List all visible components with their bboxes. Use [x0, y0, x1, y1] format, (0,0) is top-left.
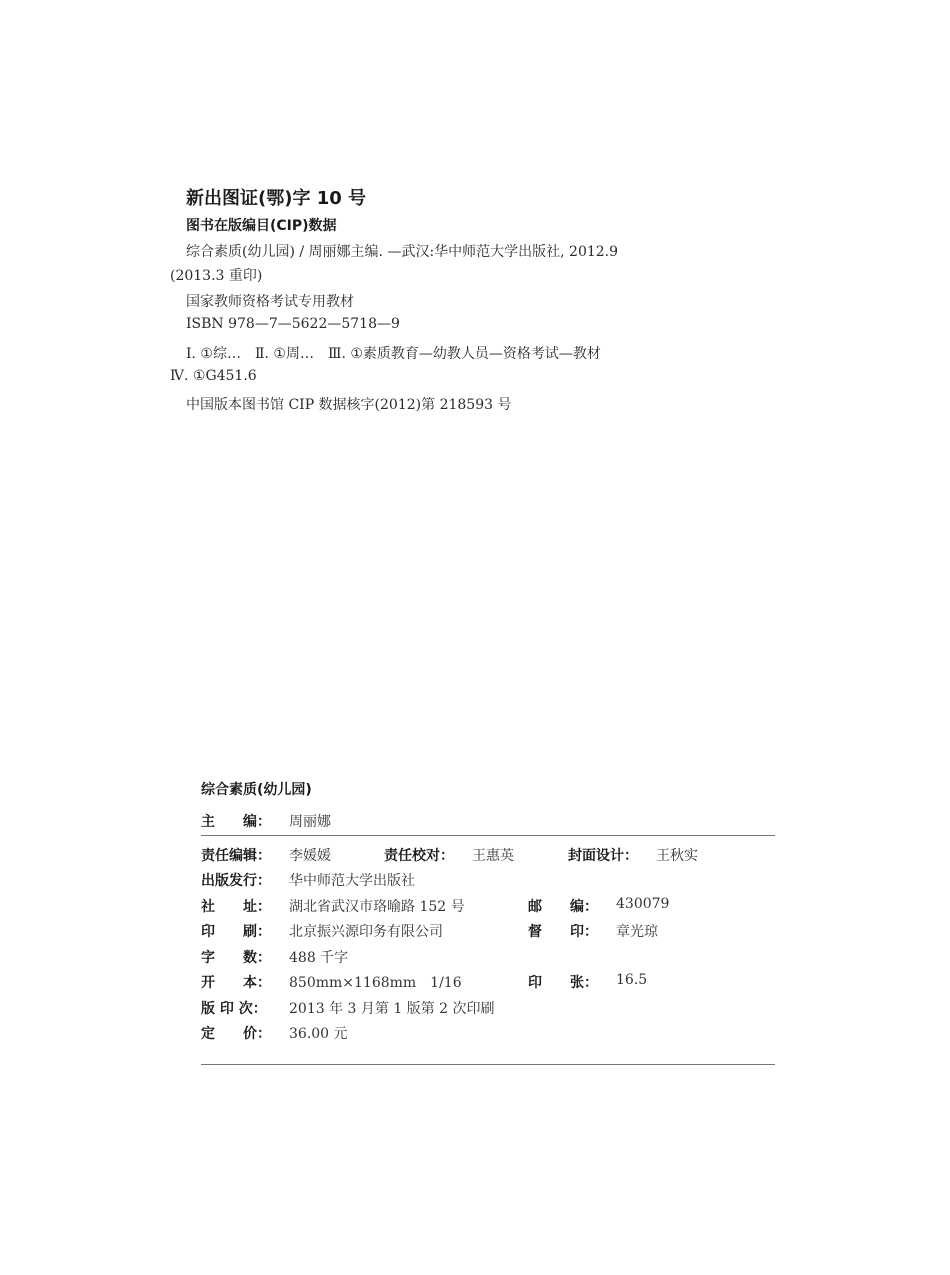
license-number: 新出图证(鄂)字 10 号 [186, 188, 367, 209]
row-price [201, 1023, 775, 1045]
postcode-value: 430079 [616, 896, 670, 912]
printer-label: 印 刷： [201, 924, 271, 940]
publisher-label: 出版发行： [201, 873, 271, 889]
cip-line-reprint: (2013.3 重印) [170, 268, 263, 284]
word-count-label: 字 数： [201, 950, 271, 966]
cip-line-subjects: Ⅰ. ①综… Ⅱ. ①周… Ⅲ. ①素质教育—幼教人员—资格考试—教材 [186, 346, 601, 362]
sheets-label: 印 张： [528, 975, 598, 991]
editor-in-charge-label: 责任编辑： [201, 848, 271, 864]
format-label: 开 本： [201, 975, 271, 991]
sheets-value: 16.5 [616, 972, 648, 988]
proofreader-label: 责任校对： [384, 848, 454, 864]
cip-line-isbn: ISBN 978—7—5622—5718—9 [186, 316, 400, 332]
cover-design-label: 封面设计： [568, 848, 638, 864]
address-value: 湖北省武汉市珞喻路 152 号 [289, 899, 465, 915]
format-value: 850mm×1168mm 1/16 [289, 975, 462, 991]
edition-label: 版 印 次： [201, 1001, 267, 1017]
row-edition [201, 998, 775, 1020]
cip-line-bibliographic: 综合素质(幼儿园) / 周丽娜主编. —武汉:华中师范大学出版社, 2012.9 [186, 244, 619, 260]
postcode-label: 邮 编： [528, 899, 598, 915]
row-word-count [201, 947, 775, 969]
editor-in-charge-value: 李媛媛 [289, 848, 331, 864]
row-address [201, 896, 775, 918]
row-editors [201, 845, 775, 867]
divider-top [201, 835, 775, 836]
chief-editor-value: 周丽娜 [289, 814, 331, 830]
chief-editor-label: 主 编： [201, 814, 271, 830]
cip-heading: 图书在版编目(CIP)数据 [186, 218, 337, 234]
cip-line-series: 国家教师资格考试专用教材 [186, 294, 354, 310]
print-supervisor-value: 章光琼 [616, 924, 658, 940]
edition-value: 2013 年 3 月第 1 版第 2 次印刷 [289, 1001, 495, 1017]
price-label: 定 价： [201, 1026, 271, 1042]
cip-line-record-number: 中国版本图书馆 CIP 数据核字(2012)第 218593 号 [186, 397, 512, 413]
cover-design-value: 王秋实 [656, 848, 698, 864]
cip-line-classification: Ⅳ. ①G451.6 [170, 368, 257, 384]
publisher-value: 华中师范大学出版社 [289, 873, 415, 889]
divider-bottom [201, 1064, 775, 1065]
price-value: 36.00 元 [289, 1026, 348, 1042]
book-title: 综合素质(幼儿园) [201, 782, 312, 798]
word-count-value: 488 千字 [289, 950, 349, 966]
row-format [201, 972, 775, 994]
proofreader-value: 王惠英 [472, 848, 514, 864]
row-chief-editor [201, 811, 775, 833]
print-supervisor-label: 督 印： [528, 924, 598, 940]
printer-value: 北京振兴源印务有限公司 [289, 924, 443, 940]
row-printer [201, 921, 775, 943]
row-publisher [201, 870, 775, 892]
address-label: 社 址： [201, 899, 271, 915]
